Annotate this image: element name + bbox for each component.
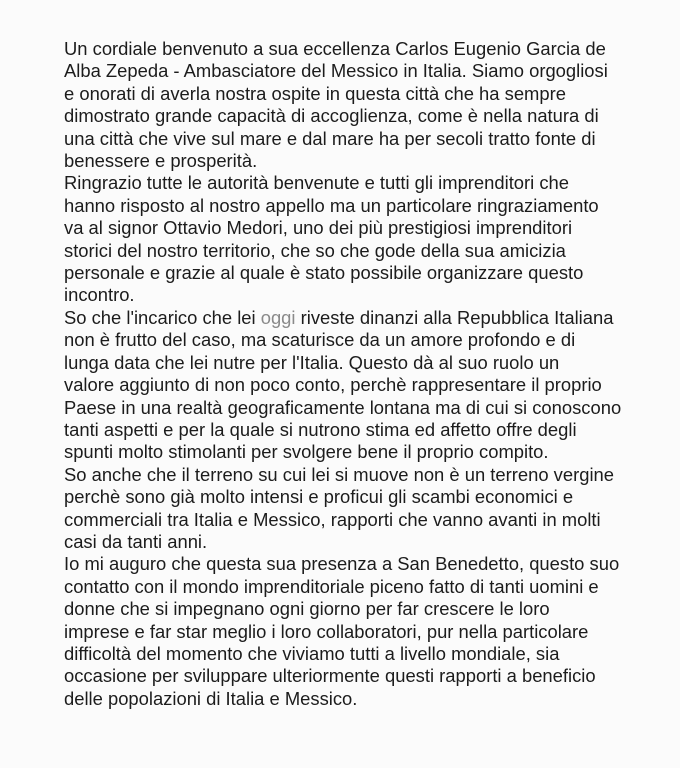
text-line: occasione per sviluppare ulteriormente questi rapporti a beneficio bbox=[64, 665, 596, 687]
faint-word: oggi bbox=[260, 306, 296, 328]
text-line: dimostrato grande capacità di accoglienza, come è nella natura di bbox=[64, 105, 599, 127]
text-line: difficoltà del momento che viviamo tutti a livello mondiale, sia bbox=[64, 642, 560, 664]
text-line: non è frutto del caso, ma scaturisce da un amore profondo e di bbox=[64, 329, 576, 351]
text-line: donne che si impegnano ogni giorno per far crescere le loro bbox=[64, 598, 550, 620]
text-line: hanno risposto al nostro appello ma un particolare ringraziamento bbox=[64, 194, 599, 216]
text-line: imprese e far star meglio i loro collaboratori, pur nella particolare bbox=[64, 620, 589, 642]
text-line: storici del nostro territorio, che so che gode della sua amicizia bbox=[64, 239, 566, 261]
text-line: Alba Zepeda - Ambasciatore del Messico in Italia. Siamo orgogliosi bbox=[64, 60, 608, 82]
text-line bbox=[64, 307, 634, 329]
text-segment: So che l'incarico che lei bbox=[64, 306, 261, 328]
text-line: incontro. bbox=[64, 284, 135, 306]
text-line: benessere e prosperità. bbox=[64, 150, 258, 172]
text-line: casi da tanti anni. bbox=[64, 530, 208, 552]
text-line: tanti aspetti e per la quale si nutrono stima ed affetto offre degli bbox=[64, 418, 577, 440]
text-line: va al signor Ottavio Medori, uno dei più prestigiosi imprenditori bbox=[64, 217, 573, 239]
text-line: spunti molto stimolanti per svolgere bene il proprio compito. bbox=[64, 441, 549, 463]
text-line: perchè sono già molto intensi e proficui gli scambi economici e bbox=[64, 486, 574, 508]
text-segment: riveste dinanzi alla Repubblica Italiana bbox=[295, 306, 614, 328]
text-line: Io mi auguro che questa sua presenza a San Benedetto, questo suo bbox=[64, 553, 620, 575]
text-line: lunga data che lei nutre per l'Italia. Questo dà al suo ruolo un bbox=[64, 351, 560, 373]
text-line: So anche che il terreno su cui lei si muove non è un terreno vergine bbox=[64, 463, 614, 485]
text-line: Paese in una realtà geograficamente lontana ma di cui si conoscono bbox=[64, 396, 622, 418]
text-line: commerciali tra Italia e Messico, rapporti che vanno avanti in molti bbox=[64, 508, 601, 530]
text-line: Ringrazio tutte le autorità benvenute e tutti gli imprenditori che bbox=[64, 172, 570, 194]
text-line: contatto con il mondo imprenditoriale piceno fatto di tanti uomini e bbox=[64, 575, 599, 597]
text-line: personale e grazie al quale è stato possibile organizzare questo bbox=[64, 262, 584, 284]
text-line: delle popolazioni di Italia e Messico. bbox=[64, 687, 358, 709]
speech-text bbox=[64, 38, 634, 710]
text-line: valore aggiunto di non poco conto, perchè rappresentare il proprio bbox=[64, 374, 602, 396]
text-line: e onorati di averla nostra ospite in questa città che ha sempre bbox=[64, 82, 566, 104]
text-line: una città che vive sul mare e dal mare ha per secoli tratto fonte di bbox=[64, 127, 596, 149]
text-line: Un cordiale benvenuto a sua eccellenza Carlos Eugenio Garcia de bbox=[64, 38, 606, 59]
